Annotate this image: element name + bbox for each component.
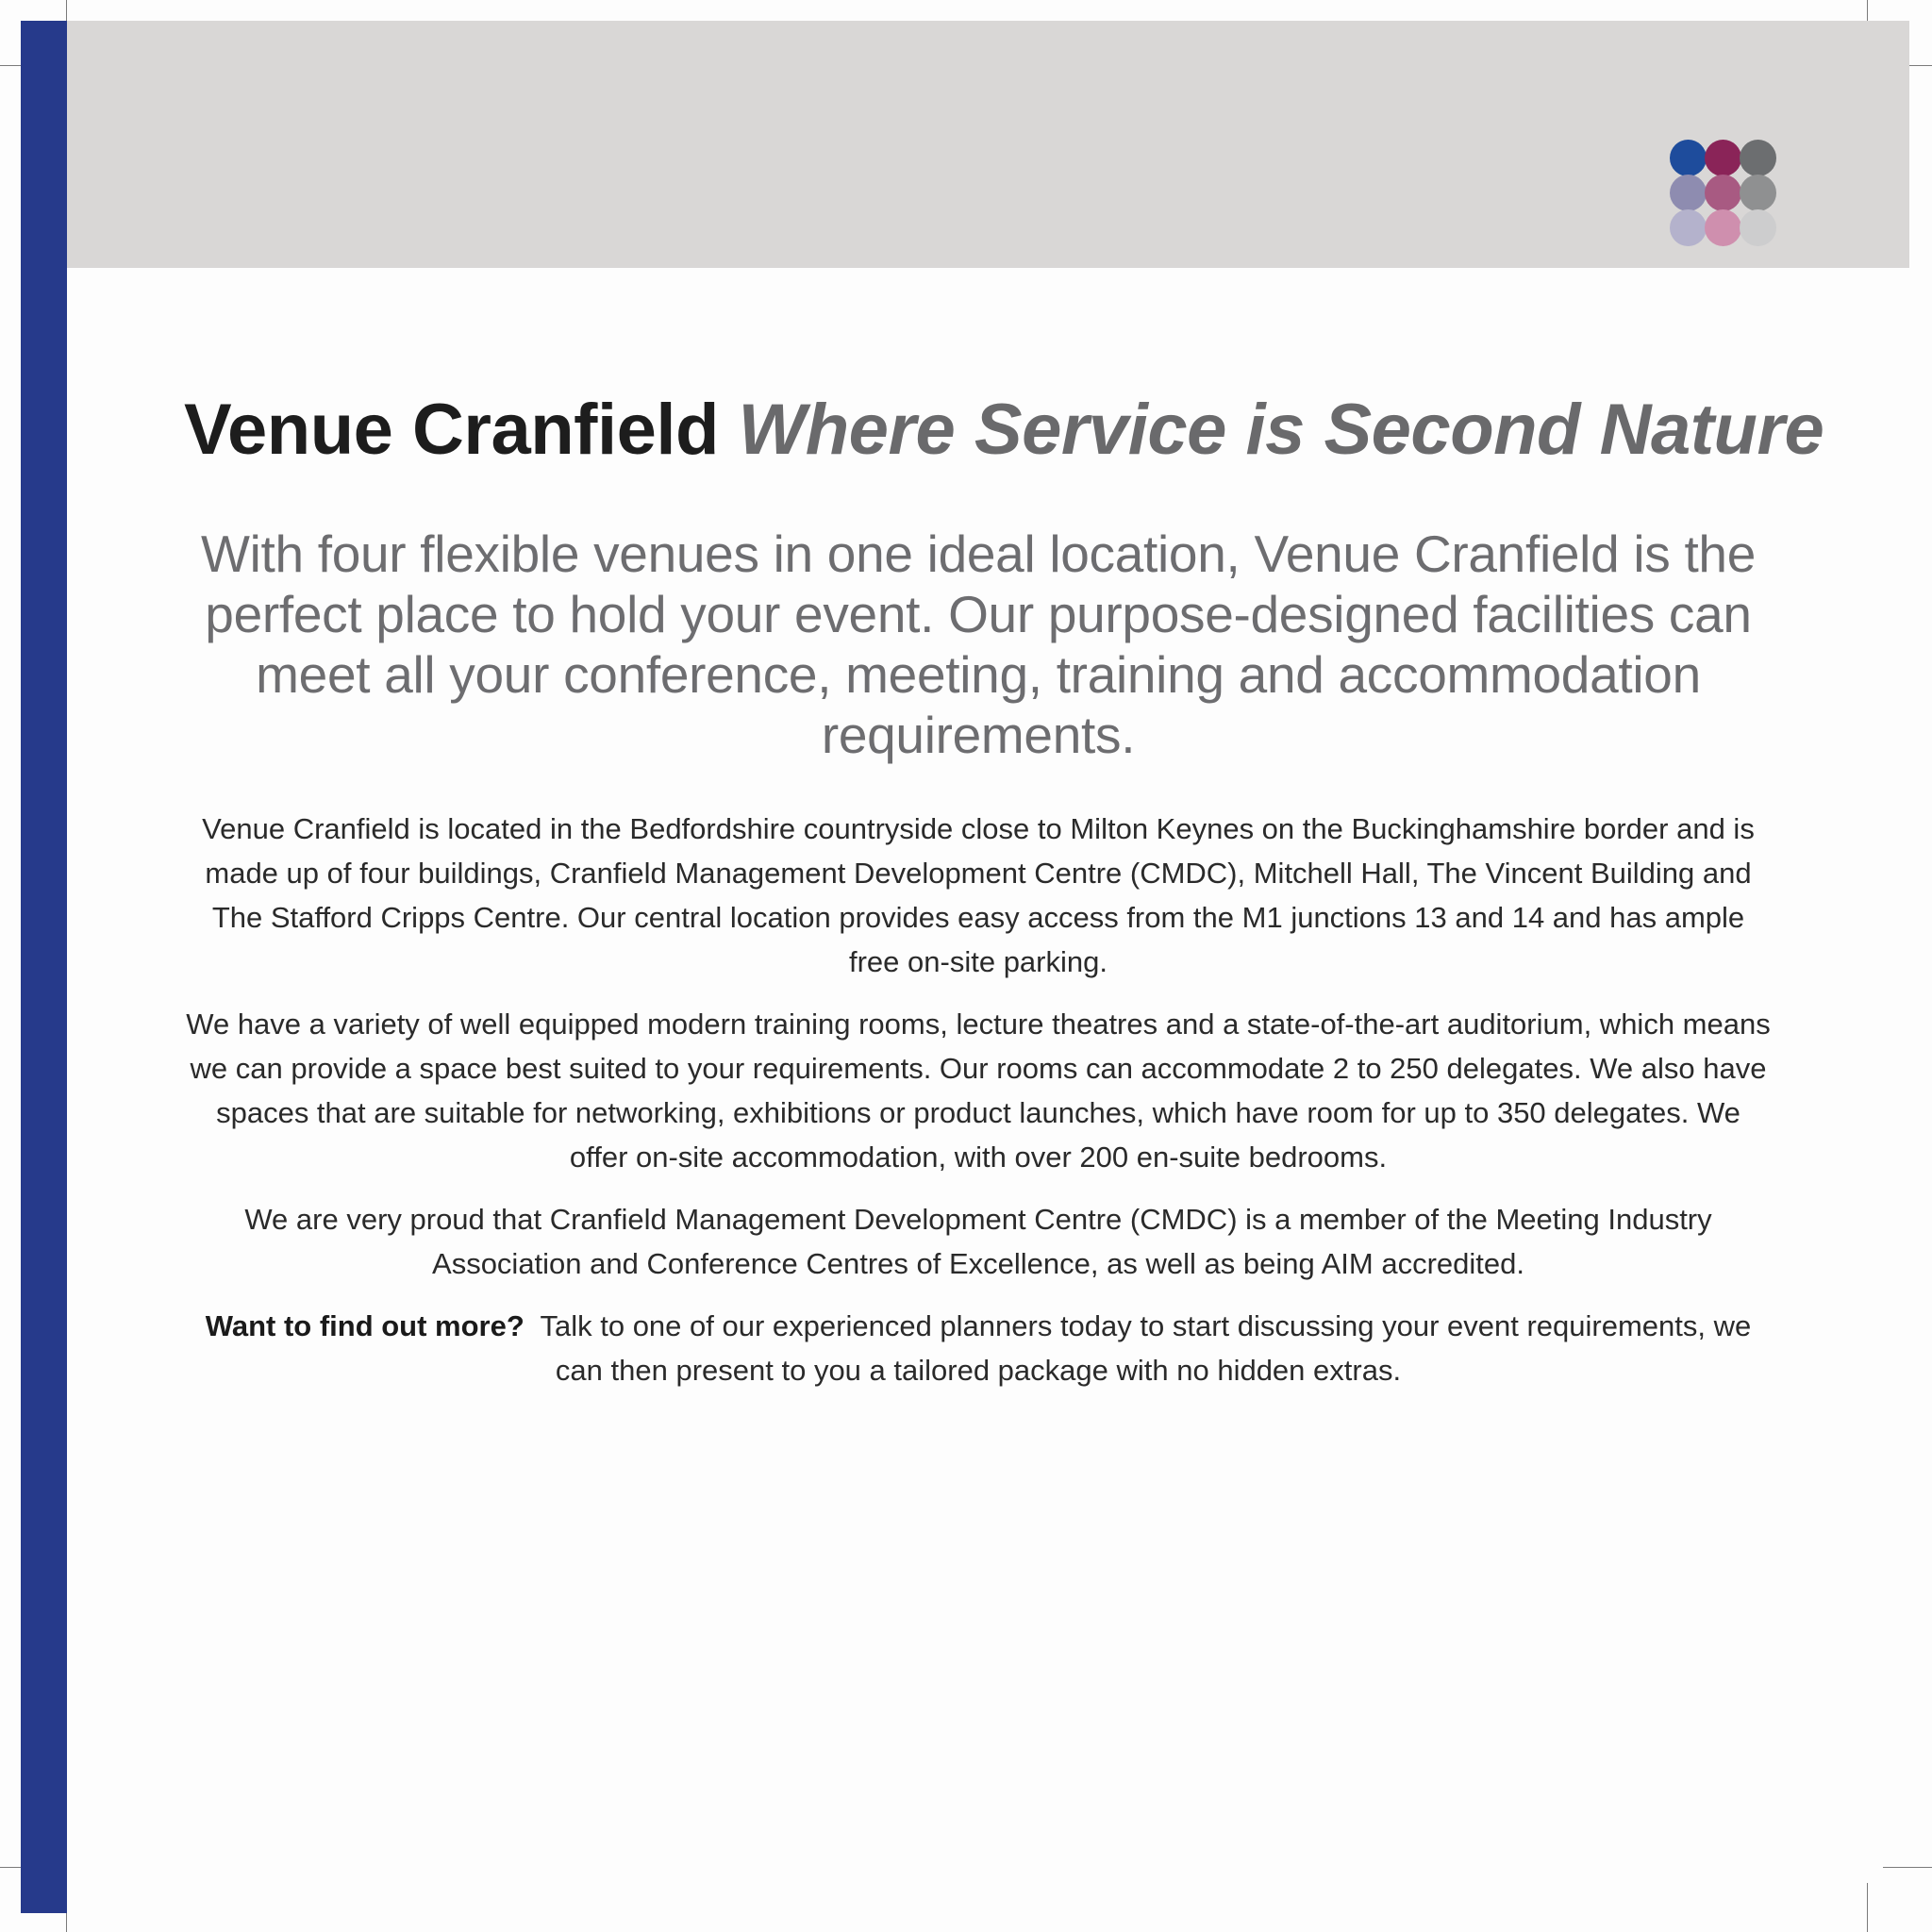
side-bar <box>21 21 67 1913</box>
logo-dot <box>1705 209 1741 246</box>
logo-dot <box>1670 140 1707 176</box>
body-paragraph: We have a variety of well equipped modern training rooms, lecture theatres and a state-of-the-art auditorium, which means we can provide a space best suited to your requirements. Our rooms can accommodate 2 to 250 delegates. We also have spaces that are suitable for networking, exhibitions or product launches, which have room for up to 350 delegates. We offer on-site accommodation, with over 200 en-suite bedrooms. <box>186 1008 1771 1174</box>
title-tagline: Where Service is Second Nature <box>738 390 1824 470</box>
logo-dot <box>1670 175 1707 211</box>
cta-text: Talk to one of our experienced planners today to start discussing your event requirements, we can then present to you a tailored package with no hidden extras. <box>540 1309 1752 1388</box>
intro-text: With four flexible venues in one ideal location, Venue Cranfield is the perfect place to hold your event. Our purpose-designed facilities can meet all your conference, meeting, training and accommodation requirements. <box>200 525 1757 765</box>
logo-dot <box>1705 140 1741 176</box>
header-band <box>67 21 1909 268</box>
crop-mark <box>1883 1867 1932 1868</box>
body-paragraph: Venue Cranfield is located in the Bedfordshire countryside close to Milton Keynes on the Buckinghamshire border and is made up of four buildings, Cranfield Management Development Centre (CMDC), Mitchell Hall, The Vincent Building and The Stafford Cripps Centre. Our central location provides easy access from the M1 junctions 13 and 14 and has ample free on-site parking. <box>202 812 1755 979</box>
main-content <box>184 387 1824 1392</box>
title-brand: Venue Cranfield <box>184 390 719 470</box>
call-to-action <box>184 1304 1773 1392</box>
logo-dot <box>1705 175 1741 211</box>
logo-dot <box>1740 175 1776 211</box>
logo-dot <box>1670 209 1707 246</box>
logo-dot <box>1740 209 1776 246</box>
logo-dot <box>1740 140 1776 176</box>
body-paragraph: We are very proud that Cranfield Management Development Centre (CMDC) is a member of the Meeting Industry Association and Conference Centres of Excellence, as well as being AIM accredited. <box>244 1203 1712 1281</box>
cta-lead: Want to find out more? <box>205 1309 525 1343</box>
dot-grid-logo <box>1670 140 1779 249</box>
crop-mark <box>1867 1883 1868 1932</box>
page-title <box>184 387 1824 473</box>
